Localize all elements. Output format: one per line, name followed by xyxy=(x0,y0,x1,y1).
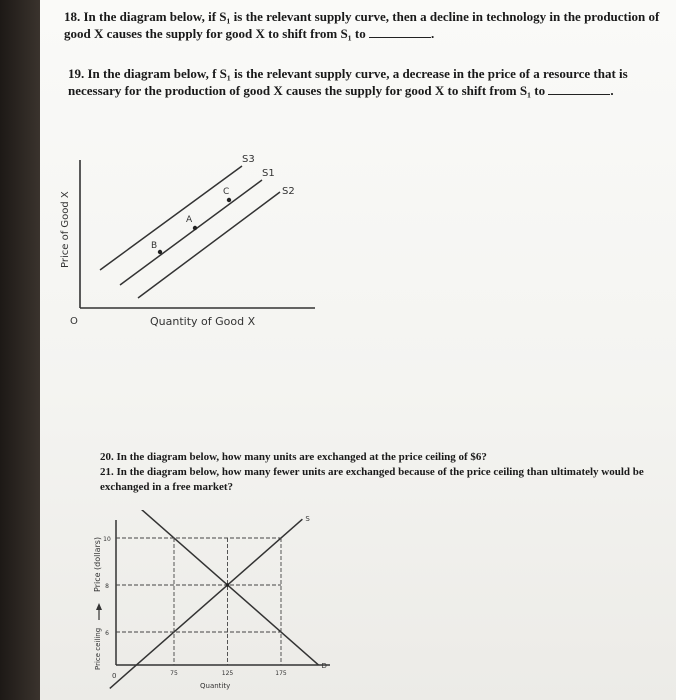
x-tick-175: 175 xyxy=(275,670,287,677)
question-18-period: . xyxy=(430,26,435,41)
question-19-text: 19. In the diagram below, f S₁ is the relevant supply curve, a decrease in the price of a resource that is necessary for the production of good X causes the supply for good X to shift from S₁ to xyxy=(68,66,628,98)
x-axis-label: Quantity xyxy=(200,682,231,690)
point-label-c: C xyxy=(223,187,230,197)
origin-label: O xyxy=(70,316,78,327)
supply-shift-diagram xyxy=(40,140,340,340)
point-label-b: B xyxy=(151,241,158,251)
question-18 xyxy=(64,8,664,42)
curve-s1 xyxy=(120,180,262,285)
question-21-text: 21. In the diagram below, how many fewer units are exchanged because of the price ceiling than ultimately would be exchanged in a free market? xyxy=(100,466,644,493)
curve-label-s1: S1 xyxy=(262,168,275,179)
demand-label: D xyxy=(321,661,327,670)
question-20-21 xyxy=(100,450,660,495)
question-20-text: 20. In the diagram below, how many units are exchanged at the price ceiling of $6? xyxy=(100,451,487,463)
y-axis-label: Price (dollars) xyxy=(93,536,102,592)
price-ceiling-arrowhead xyxy=(96,603,102,610)
curve-label-s3: S3 xyxy=(242,154,255,165)
question-19-period: . xyxy=(610,83,614,98)
point-a xyxy=(193,226,197,230)
supply-label: S xyxy=(305,515,310,524)
answer-blank-18 xyxy=(369,27,431,38)
supply-curve xyxy=(110,519,303,688)
curve-s3 xyxy=(100,166,242,270)
question-18-text: 18. In the diagram below, if S₁ is the relevant supply curve, then a decline in technology in the production of good X causes the supply for good X to shift from S₁ to xyxy=(64,9,660,41)
x-tick-75: 75 xyxy=(170,670,178,677)
equilibrium-point xyxy=(226,583,230,587)
origin-label: 0 xyxy=(112,672,117,680)
y-tick-6: 6 xyxy=(105,630,109,637)
question-19 xyxy=(68,65,668,99)
x-axis-label: Quantity of Good X xyxy=(150,315,256,328)
y-tick-8: 8 xyxy=(105,583,109,590)
y-tick-10: 10 xyxy=(103,536,111,543)
point-label-a: A xyxy=(186,215,193,225)
point-b xyxy=(158,250,162,254)
x-tick-125: 125 xyxy=(221,670,234,677)
price-ceiling-label: Price ceiling xyxy=(94,627,102,670)
desk-shadow xyxy=(0,0,40,700)
price-ceiling-chart xyxy=(80,510,340,695)
curve-s2 xyxy=(138,192,280,298)
answer-blank-19 xyxy=(548,84,610,95)
point-c xyxy=(227,198,231,202)
curve-label-s2: S2 xyxy=(282,186,295,197)
y-axis-label: Price of Good X xyxy=(60,191,71,268)
